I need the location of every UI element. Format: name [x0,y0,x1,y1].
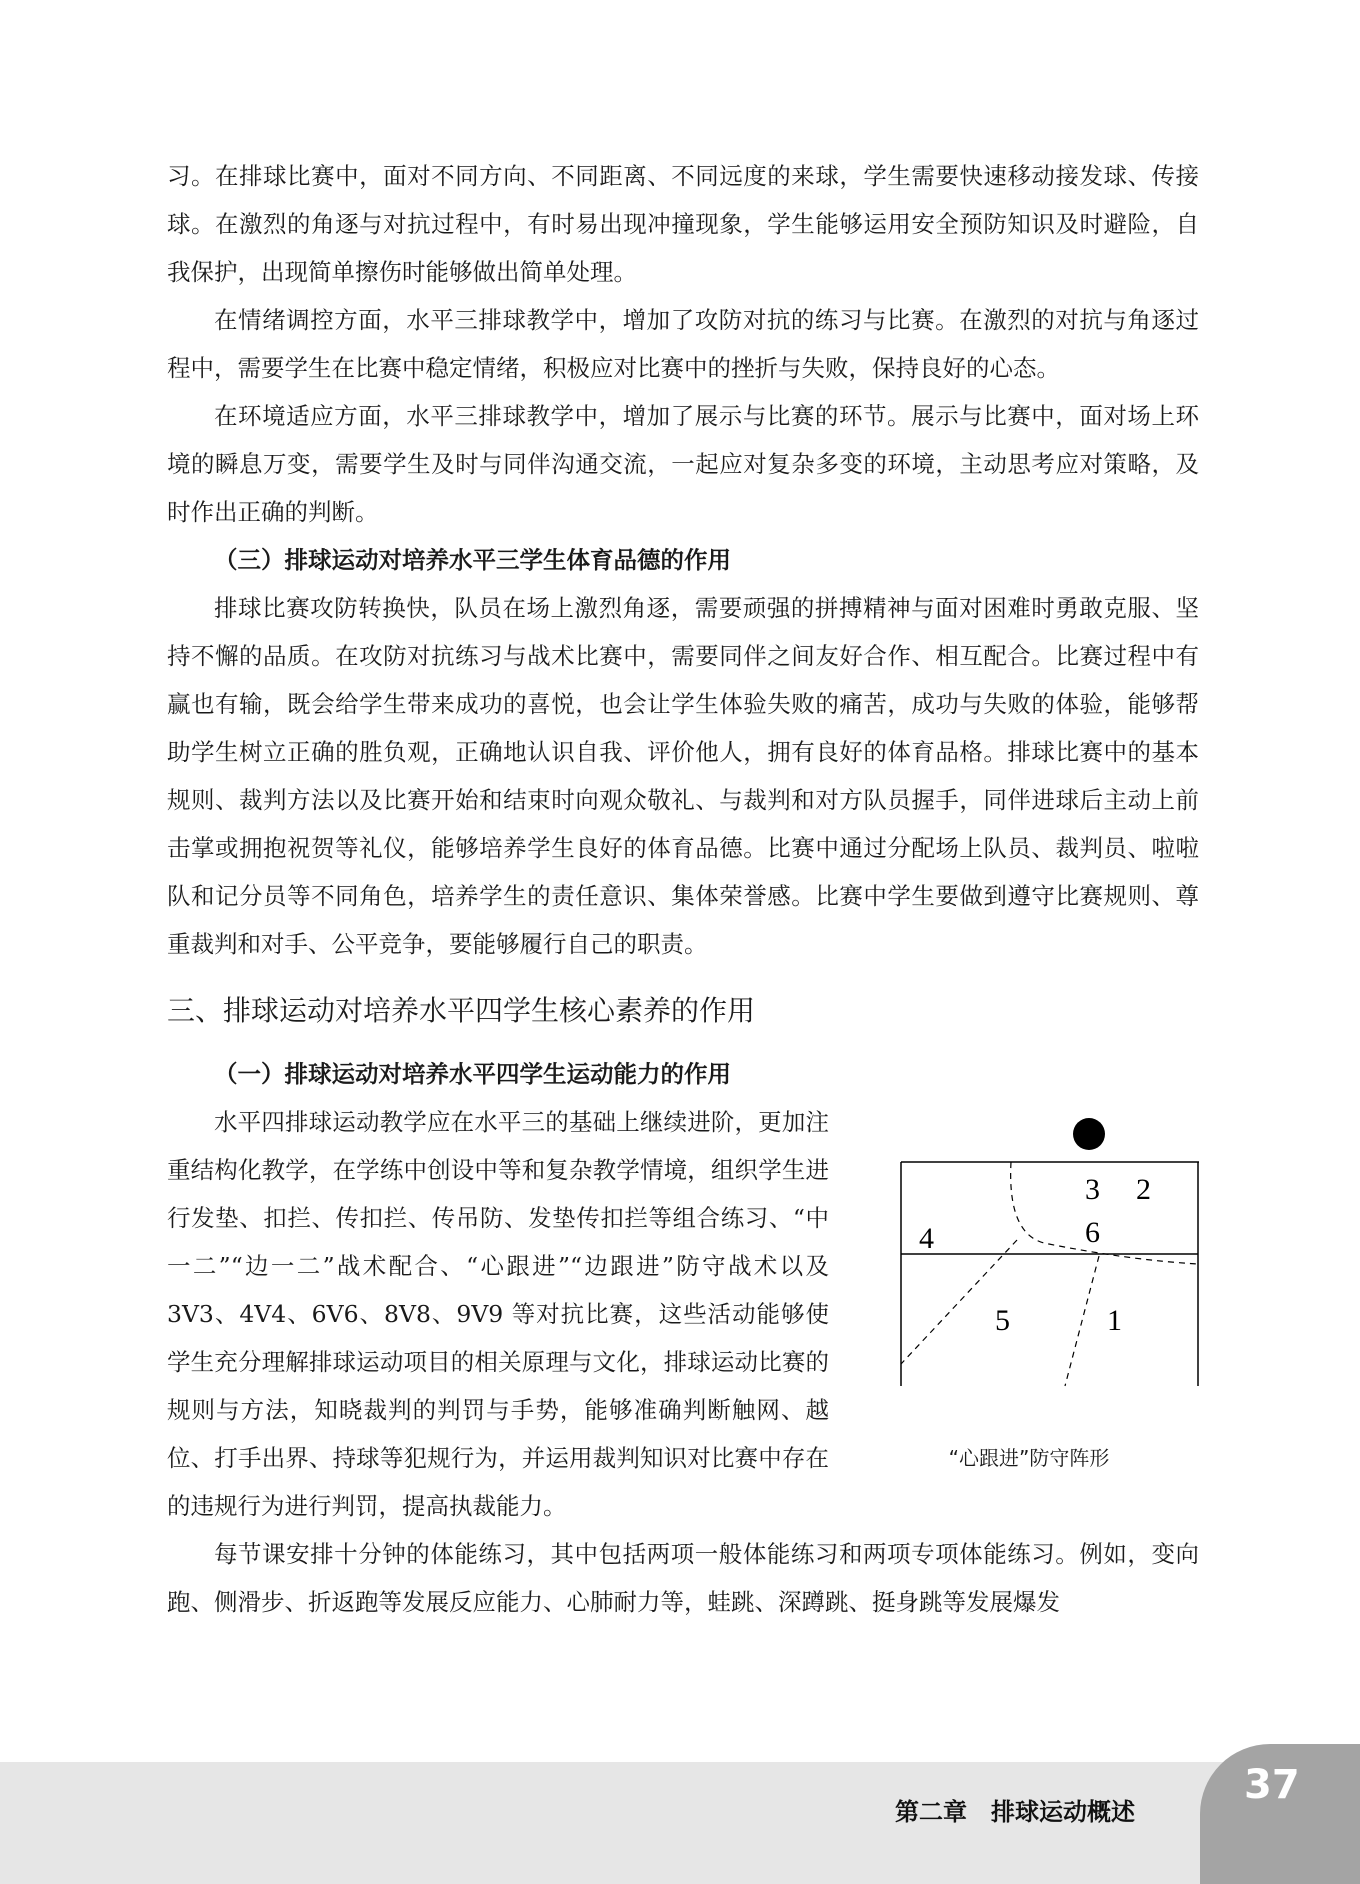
zone-line-left [901,1240,1017,1364]
paragraph-emotion-control: 在情绪调控方面，水平三排球教学中，增加了攻防对抗的练习与比赛。在激烈的对抗与角逐过程中，需要学生在比赛中稳定情绪，积极应对比赛中的挫折与失败，保持良好的心态。 [167,306,1199,382]
subheading-motor-ability: （一）排球运动对培养水平四学生运动能力的作用 [214,1060,731,1088]
page-number-tab [1200,1744,1360,1884]
paragraph-motor-ability: 水平四排球运动教学应在水平三的基础上继续进阶，更加注重结构化教学，在学练中创设中等和复杂教学情境，组织学生进行发垫、扣拦、传扣拦、传吊防、发垫传扣拦等组合练习、“中一二”“边一二”战术配合、“心跟进”“边跟进”防守战术以及 3V3、4V4、6V6、8V8、9V9 等对抗比赛，这些活动能够使学生充分理解排球运动项目的相关原理与文化，排球运动比赛的规则与方法，知晓裁判的判罚与手势，能够准确判断触网、越位、打手出界、持球等犯规行为，并运用裁判知识对比赛中存在的违规行为进行判罚，提高执裁能力。 [167,1108,829,1520]
zone-line-right [1065,1256,1099,1386]
subheading-sports-morality: （三）排球运动对培养水平三学生体育品德的作用 [214,546,731,574]
paragraph-continued: 习。在排球比赛中，面对不同方向、不同距离、不同远度的来球，学生需要快速移动接发球、传接球。在激烈的角逐与对抗过程中，有时易出现冲撞现象，学生能够运用安全预防知识及时避险，自我保护，出现简单擦伤时能够做出简单处理。 [167,162,1199,286]
position-4: 4 [919,1222,934,1255]
position-6: 6 [1085,1216,1100,1249]
paragraph-environment-adapt: 在环境适应方面，水平三排球教学中，增加了展示与比赛的环节。展示与比赛中，面对场上环境的瞬息万变，需要学生及时与同伴沟通交流，一起应对复杂多变的环境，主动思考应对策略，及时作出正确的判断。 [167,402,1199,526]
page-footer [0,1762,1360,1884]
chapter-title: 第二章 排球运动概述 [895,1798,1135,1826]
coverage-arc [1011,1162,1198,1264]
paragraph-fitness: 每节课安排十分钟的体能练习，其中包括两项一般体能练习和两项专项体能练习。例如，变向跑、侧滑步、折返跑等发展反应能力、心肺耐力等，蛙跳、深蹲跳、挺身跳等发展爆发 [167,1540,1199,1616]
court-diagram [859,1098,1199,1438]
figure-caption: “心跟进”防守阵形 [948,1446,1110,1470]
defense-formation-figure [859,1098,1199,1478]
page-number: 37 [1244,1762,1300,1808]
page-body [167,152,1199,1626]
position-5: 5 [995,1304,1010,1337]
paragraph-sports-morality: 排球比赛攻防转换快，队员在场上激烈角逐，需要顽强的拼搏精神与面对困难时勇敢克服、坚持不懈的品质。在攻防对抗练习与战术比赛中，需要同伴之间友好合作、相互配合。比赛过程中有赢也有输，既会给学生带来成功的喜悦，也会让学生体验失败的痛苦，成功与失败的体验，能够帮助学生树立正确的胜负观，正确地认识自我、评价他人，拥有良好的体育品格。排球比赛中的基本规则、裁判方法以及比赛开始和结束时向观众敬礼、与裁判和对方队员握手，同伴进球后主动上前击掌或拥抱祝贺等礼仪，能够培养学生良好的体育品德。比赛中通过分配场上队员、裁判员、啦啦队和记分员等不同角色，培养学生的责任意识、集体荣誉感。比赛中学生要做到遵守比赛规则、尊重裁判和对手、公平竞争，要能够履行自己的职责。 [167,594,1199,958]
position-3: 3 [1085,1173,1100,1206]
position-2: 2 [1136,1173,1151,1206]
section-heading: 三、排球运动对培养水平四学生核心素养的作用 [167,994,756,1027]
ball-icon [1073,1118,1105,1150]
text-with-figure [167,1098,1199,1530]
position-1: 1 [1107,1304,1122,1337]
